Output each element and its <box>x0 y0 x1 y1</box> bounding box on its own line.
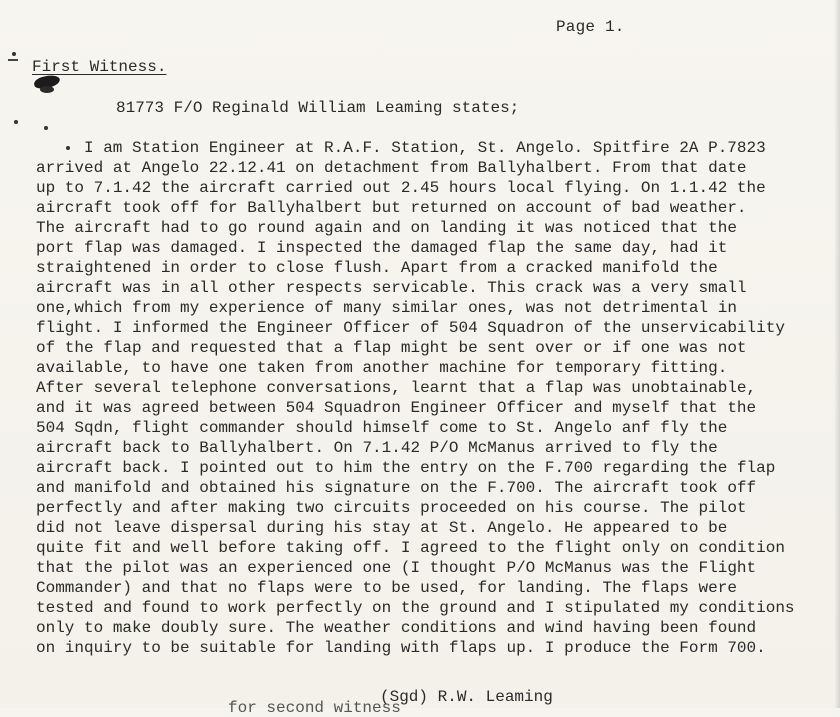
statement-line: aircraft was in all other respects servicable. This crack was a very small <box>36 279 747 297</box>
statement-line: straightened in order to close flush. Apart from a cracked manifold the <box>36 259 718 277</box>
statement-line: port flap was damaged. I inspected the damaged flap the same day, had it <box>36 239 728 257</box>
statement-line: aircraft back to Ballyhalbert. On 7.1.42 P/O McManus arrived to fly the <box>36 439 718 457</box>
statement-line: 504 Sqdn, flight commander should himself come to St. Angelo anf fly the <box>36 419 728 437</box>
statement-line: quite fit and well before taking off. I agreed to the flight only on condition <box>36 539 785 557</box>
signature-line: (Sgd) R.W. Leaming <box>380 688 553 706</box>
margin-mark <box>66 146 70 150</box>
statement-line: of the flap and requested that a flap might be sent over or if one was not <box>36 339 747 357</box>
statement-line: aircraft took off for Ballyhalbert but returned on account of bad weather. <box>36 199 747 217</box>
page-edge-shadow <box>834 0 840 708</box>
statement-line: up to 7.1.42 the aircraft carried out 2.45 hours local flying. On 1.1.42 the <box>36 179 766 197</box>
page-number: Page 1. <box>556 18 625 36</box>
statement-line: aircraft back. I pointed out to him the entry on the F.700 regarding the flap <box>36 459 776 477</box>
statement-line: The aircraft had to go round again and on landing it was noticed that the <box>36 219 737 237</box>
statement-line: arrived at Angelo 22.12.41 on detachment from Ballyhalbert. From that date <box>36 159 747 177</box>
witness-statement-intro: 81773 F/O Reginald William Leaming states; <box>116 99 520 117</box>
statement-line: Commander) and that no flaps were to be used, for landing. The flaps were <box>36 579 737 597</box>
statement-line: After several telephone conversations, learnt that a flap was unobtainable, <box>36 379 757 397</box>
statement-line: only to make doubly sure. The weather conditions and wind having been found <box>36 619 757 637</box>
ink-blot <box>40 86 54 93</box>
statement-line: on inquiry to be suitable for landing with flaps up. I produce the Form 700. <box>36 639 766 657</box>
statement-line: that the pilot was an experienced one (I thought P/O McManus was the Flight <box>36 559 757 577</box>
margin-mark <box>14 120 18 124</box>
statement-line: and manifold and obtained his signature on the F.700. The aircraft took off <box>36 479 757 497</box>
statement-line: and it was agreed between 504 Squadron Engineer Officer and myself that the <box>36 399 757 417</box>
statement-line: flight. I informed the Engineer Officer of 504 Squadron of the unservicability <box>36 319 785 337</box>
section-heading: First Witness. <box>32 58 167 76</box>
margin-mark <box>44 126 48 130</box>
statement-line: available, to have one taken from another machine for temporary fitting. <box>36 359 728 377</box>
statement-line: tested and found to work perfectly on the ground and I stipulated my conditions <box>36 599 795 617</box>
margin-mark <box>8 59 18 61</box>
statement-line: did not leave dispersal during his stay at St. Angelo. He appeared to be <box>36 519 728 537</box>
footer-fragment: for second witness <box>228 699 401 717</box>
statement-line: I am Station Engineer at R.A.F. Station, St. Angelo. Spitfire 2A P.7823 <box>84 139 766 157</box>
statement-line: one,which from my experience of many similar ones, was not detrimental in <box>36 299 737 317</box>
margin-mark <box>12 52 16 56</box>
statement-line: perfectly and after making two circuits proceeded on his course. The pilot <box>36 499 747 517</box>
